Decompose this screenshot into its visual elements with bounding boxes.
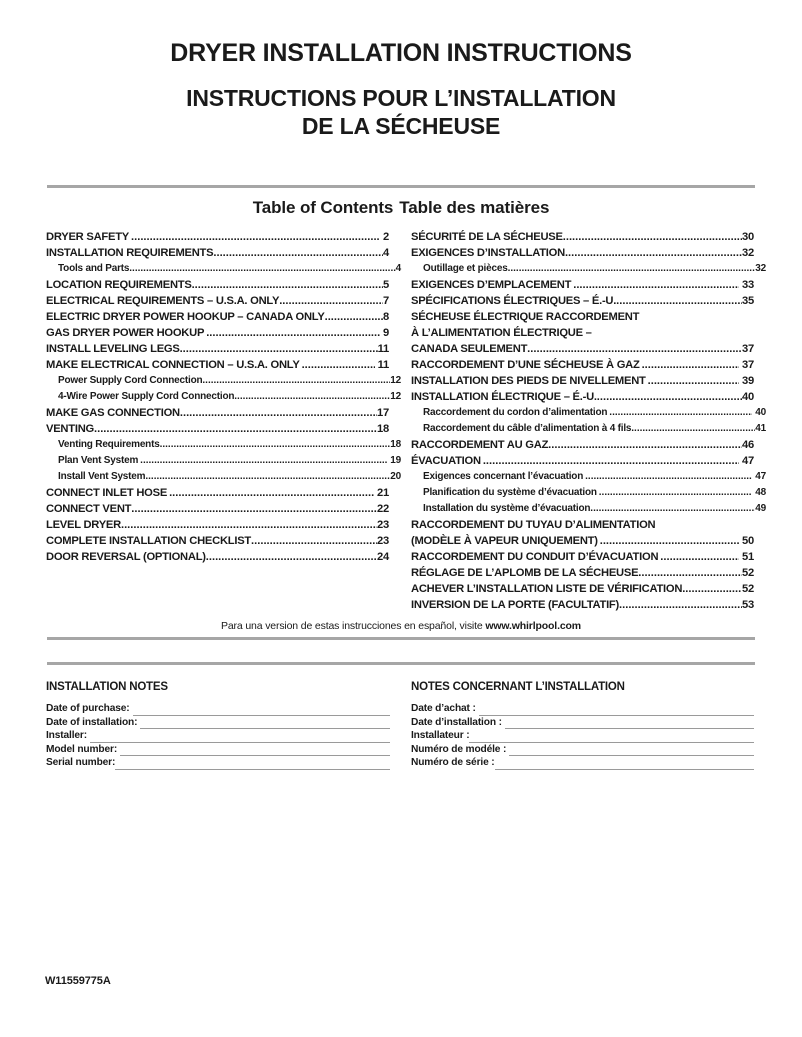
installation-note-label: Numéro de série : xyxy=(411,757,495,768)
installation-note-row xyxy=(411,729,754,743)
divider-below-spanish-note xyxy=(47,662,755,665)
toc-entry-page: 19 xyxy=(390,455,401,466)
toc-entry-label: EXIGENCES D’INSTALLATION xyxy=(411,247,565,259)
toc-entry-page: 9 xyxy=(383,327,389,339)
toc-entry-label: RACCORDEMENT DU TUYAU D’ALIMENTATION xyxy=(411,519,656,531)
toc-dot-leader xyxy=(597,392,742,404)
toc-entry-label: LOCATION REQUIREMENTS xyxy=(46,279,192,291)
toc-entry-label: ELECTRICAL REQUIREMENTS – U.S.A. ONLY xyxy=(46,295,280,307)
toc-entry-page: 52 xyxy=(742,583,754,595)
toc-entry[interactable] xyxy=(46,245,389,261)
toc-entry[interactable] xyxy=(411,357,754,373)
toc-entry[interactable] xyxy=(46,437,401,453)
divider-top xyxy=(47,185,755,188)
toc-entry[interactable] xyxy=(411,373,754,389)
toc-entry[interactable] xyxy=(46,309,389,325)
toc-entry[interactable] xyxy=(411,325,754,341)
toc-entry-label: DOOR REVERSAL (OPTIONAL) xyxy=(46,551,206,563)
toc-dot-leader xyxy=(192,280,383,292)
toc-entry-page: 48 xyxy=(755,487,766,498)
toc-entry[interactable] xyxy=(46,341,389,357)
toc-dot-leader xyxy=(169,488,374,500)
toc-entry-page: 24 xyxy=(377,551,389,563)
toc-entry-page: 52 xyxy=(742,567,754,579)
toc-dot-leader xyxy=(599,488,753,500)
installation-notes-title-english: INSTALLATION NOTES xyxy=(46,681,168,693)
toc-entry-label: CONNECT VENT xyxy=(46,503,132,515)
toc-dot-leader xyxy=(527,344,742,356)
installation-note-row xyxy=(411,743,754,757)
toc-entry[interactable] xyxy=(411,309,754,325)
toc-dot-leader xyxy=(140,456,387,468)
installation-note-row xyxy=(411,702,754,716)
part-number: W11559775A xyxy=(45,975,111,987)
installation-note-label: Date d’achat : xyxy=(411,703,476,714)
installation-notes-fields-french xyxy=(411,702,754,770)
toc-entry-page: 40 xyxy=(742,391,754,403)
installation-note-write-in-field[interactable] xyxy=(495,758,754,770)
toc-entry-label: INVERSION DE LA PORTE (FACULTATIF) xyxy=(411,599,619,611)
toc-dot-leader xyxy=(279,296,383,308)
toc-dot-leader xyxy=(160,440,391,452)
toc-entry-page: 32 xyxy=(742,247,754,259)
toc-entry-label: 4-Wire Power Supply Cord Connection xyxy=(58,391,235,402)
toc-dot-leader xyxy=(600,536,739,548)
installation-note-row xyxy=(411,756,754,770)
toc-entry-page: 11 xyxy=(377,343,389,355)
installation-note-row xyxy=(46,702,390,716)
toc-entry-page: 4 xyxy=(383,247,389,259)
toc-dot-leader xyxy=(609,408,752,420)
toc-entry-page: 49 xyxy=(755,503,766,514)
toc-entry[interactable] xyxy=(46,533,389,549)
toc-dot-leader xyxy=(302,360,375,372)
title-french xyxy=(47,84,755,140)
toc-entry-page: 20 xyxy=(390,471,401,482)
toc-entry[interactable] xyxy=(46,373,401,389)
toc-entry-label: Tools and Parts xyxy=(58,263,130,274)
toc-entry-label: Exigences concernant l’évacuation xyxy=(423,471,584,482)
toc-entry-label: Plan Vent System xyxy=(58,455,139,466)
toc-entry[interactable] xyxy=(411,485,766,501)
toc-entry-page: 7 xyxy=(383,295,389,307)
installation-note-row xyxy=(46,716,390,730)
installation-note-label: Numéro de modéle : xyxy=(411,743,507,755)
toc-entry-page: 11 xyxy=(377,359,389,371)
toc-entry[interactable] xyxy=(411,261,766,277)
toc-entry-label: CONNECT INLET HOSE xyxy=(46,487,168,499)
installation-note-row xyxy=(46,756,390,770)
toc-entry-page: 22 xyxy=(377,503,389,515)
toc-entry-label: MAKE ELECTRICAL CONNECTION – U.S.A. ONLY xyxy=(46,359,300,371)
toc-entry-label: À L’ALIMENTATION ÉLECTRIQUE – xyxy=(411,327,592,339)
toc-entry[interactable] xyxy=(411,405,766,421)
toc-dot-leader xyxy=(682,584,742,596)
toc-entry[interactable] xyxy=(411,565,754,581)
toc-entry-page: 21 xyxy=(377,487,389,499)
installation-note-write-in-field[interactable] xyxy=(120,744,390,756)
installation-note-label: Date d’installation : xyxy=(411,716,502,728)
toc-entry[interactable] xyxy=(411,469,766,485)
toc-dot-leader xyxy=(638,568,742,580)
toc-entry[interactable] xyxy=(46,453,401,469)
toc-entry-page: 18 xyxy=(377,423,389,435)
toc-dot-leader xyxy=(619,600,742,612)
toc-entry-page: 37 xyxy=(742,359,754,371)
toc-entry-page: 53 xyxy=(742,599,754,611)
toc-dot-leader xyxy=(206,552,377,564)
toc-dot-leader xyxy=(548,440,742,452)
installation-note-label: Installer: xyxy=(46,730,87,741)
toc-entry-page: 50 xyxy=(742,535,754,547)
toc-entry-label: Raccordement du cordon d’alimentation xyxy=(423,407,608,418)
installation-note-label: Model number: xyxy=(46,743,118,755)
toc-column-english xyxy=(46,229,401,565)
toc-dot-leader xyxy=(145,472,390,484)
toc-dot-leader xyxy=(94,424,377,436)
toc-dot-leader xyxy=(585,472,752,484)
table-of-contents-heading xyxy=(47,198,755,218)
toc-entry-label: Power Supply Cord Connection xyxy=(58,375,203,386)
installation-note-write-in-field[interactable] xyxy=(90,731,390,743)
toc-entry[interactable] xyxy=(411,597,754,613)
toc-entry-page: 47 xyxy=(755,471,766,482)
toc-entry[interactable] xyxy=(46,277,389,293)
title-english: DRYER INSTALLATION INSTRUCTIONS xyxy=(170,39,632,67)
toc-dot-leader xyxy=(631,424,755,436)
toc-entry-label: ELECTRIC DRYER POWER HOOKUP – CANADA ONLY xyxy=(46,311,325,323)
toc-entry[interactable] xyxy=(411,277,754,293)
toc-dot-leader xyxy=(573,280,739,292)
toc-entry-label: SÉCHEUSE ÉLECTRIQUE RACCORDEMENT xyxy=(411,311,640,323)
toc-entry-label: GAS DRYER POWER HOOKUP xyxy=(46,327,205,339)
installation-note-write-in-field[interactable] xyxy=(469,731,754,743)
toc-dot-leader xyxy=(483,456,739,468)
toc-entry[interactable] xyxy=(411,453,754,469)
toc-entry-page: 5 xyxy=(383,279,389,291)
toc-dot-leader xyxy=(251,536,377,548)
toc-entry-page: 41 xyxy=(755,423,766,434)
toc-entry-page: 39 xyxy=(742,375,754,387)
toc-entry-page: 37 xyxy=(742,343,754,355)
toc-entry[interactable] xyxy=(411,341,754,357)
toc-dot-leader xyxy=(180,408,377,420)
toc-dot-leader xyxy=(642,360,739,372)
toc-dot-leader xyxy=(616,296,742,308)
toc-entry[interactable] xyxy=(411,421,766,437)
toc-entry-label: Install Vent System xyxy=(58,471,146,482)
installation-notes-fields-english xyxy=(46,702,390,770)
toc-entry-label: Installation du système d’évacuation xyxy=(423,503,591,514)
toc-entry-page: 12 xyxy=(390,391,401,402)
toc-dot-leader xyxy=(563,232,742,244)
installation-notes-french xyxy=(411,681,754,770)
toc-entry[interactable] xyxy=(411,245,754,261)
toc-entry-page: 12 xyxy=(390,375,401,386)
toc-dot-leader xyxy=(508,264,756,276)
toc-entry[interactable] xyxy=(411,581,754,597)
toc-entry-label: SÉCURITÉ DE LA SÉCHEUSE xyxy=(411,231,563,243)
toc-entry-label: Planification du système d’évacuation xyxy=(423,487,597,498)
toc-entry[interactable] xyxy=(46,485,389,501)
toc-entry-label: VENTING xyxy=(46,423,94,435)
toc-entry-label: SPÉCIFICATIONS ÉLECTRIQUES – É.-U. xyxy=(411,295,617,307)
toc-entry-page: 18 xyxy=(390,439,401,450)
toc-entry[interactable] xyxy=(411,293,754,309)
toc-dot-leader xyxy=(648,376,739,388)
toc-dot-leader xyxy=(180,344,378,356)
toc-entry-page: 17 xyxy=(377,407,389,419)
toc-dot-leader xyxy=(129,264,395,276)
title-french-line2: DE LA SÉCHEUSE xyxy=(301,113,501,139)
toc-entry[interactable] xyxy=(46,325,389,341)
installation-note-write-in-field[interactable] xyxy=(505,717,754,729)
toc-entry-label: (MODÈLE À VAPEUR UNIQUEMENT) xyxy=(411,535,598,547)
installation-note-write-in-field[interactable] xyxy=(479,704,754,716)
toc-entry-label: ÉVACUATION xyxy=(411,455,481,467)
toc-entry-label: INSTALLATION ÉLECTRIQUE – É.-U. xyxy=(411,391,597,403)
toc-entry-label: Venting Requirements xyxy=(58,439,160,450)
toc-column-french xyxy=(411,229,766,613)
toc-entry-label: INSTALL LEVELING LEGS xyxy=(46,343,180,355)
toc-entry-label: EXIGENCES D’EMPLACEMENT xyxy=(411,279,572,291)
toc-entry-label: INSTALLATION REQUIREMENTS xyxy=(46,247,214,259)
installation-notes-title-french: NOTES CONCERNANT L’INSTALLATION xyxy=(411,681,625,693)
toc-dot-leader xyxy=(121,520,377,532)
toc-dot-leader xyxy=(234,392,390,404)
toc-entry-page: 47 xyxy=(742,455,754,467)
toc-entry[interactable] xyxy=(46,293,389,309)
divider-above-spanish-note xyxy=(47,637,755,640)
toc-entry-page: 35 xyxy=(742,295,754,307)
toc-entry-page: 51 xyxy=(742,551,754,563)
toc-entry[interactable] xyxy=(46,517,389,533)
toc-entry-page: 46 xyxy=(742,439,754,451)
toc-entry[interactable] xyxy=(411,389,754,405)
toc-entry-page: 30 xyxy=(742,231,754,243)
toc-entry-page: 4 xyxy=(395,263,401,274)
installation-note-write-in-field[interactable] xyxy=(115,758,390,770)
toc-dot-leader xyxy=(131,232,380,244)
toc-entry-label: DRYER SAFETY xyxy=(46,231,129,243)
toc-entry[interactable] xyxy=(46,549,389,565)
installation-notes-english xyxy=(46,681,390,770)
toc-dot-leader xyxy=(131,504,377,516)
toc-entry[interactable] xyxy=(411,229,754,245)
toc-entry-label: CANADA SEULEMENT xyxy=(411,343,528,355)
installation-note-write-in-field[interactable] xyxy=(140,717,390,729)
toc-entry-label: RACCORDEMENT AU GAZ xyxy=(411,439,549,451)
toc-entry[interactable] xyxy=(411,437,754,453)
toc-entry[interactable] xyxy=(411,533,754,549)
toc-entry-label: Raccordement du câble d’alimentation à 4 fils xyxy=(423,423,632,434)
toc-entry-page: 23 xyxy=(377,519,389,531)
toc-dot-leader xyxy=(213,248,383,260)
toc-entry-label: RACCORDEMENT DU CONDUIT D’ÉVACUATION xyxy=(411,551,659,563)
toc-entry-page: 8 xyxy=(383,311,389,323)
toc-entry-label: COMPLETE INSTALLATION CHECKLIST xyxy=(46,535,252,547)
installation-note-write-in-field[interactable] xyxy=(509,744,754,756)
toc-entry-page: 23 xyxy=(377,535,389,547)
installation-note-label: Date of installation: xyxy=(46,716,138,728)
toc-entry-page: 33 xyxy=(742,279,754,291)
spanish-version-note xyxy=(47,620,755,632)
toc-entry[interactable] xyxy=(46,421,389,437)
title-french-line1: INSTRUCTIONS POUR L’INSTALLATION xyxy=(186,85,616,111)
spanish-note-text: Para una version de estas instrucciones en español, visite xyxy=(221,620,486,632)
toc-dot-leader xyxy=(565,248,742,260)
toc-dot-leader xyxy=(206,328,380,340)
toc-entry[interactable] xyxy=(46,389,401,405)
toc-heading-english: Table of Contents xyxy=(252,198,394,217)
toc-dot-leader xyxy=(660,552,739,564)
toc-entry-page: 32 xyxy=(755,263,766,274)
installation-note-label: Installateur : xyxy=(411,730,470,741)
toc-entry-page: 2 xyxy=(383,231,389,243)
installation-note-row xyxy=(411,716,754,730)
toc-entry[interactable] xyxy=(411,549,754,565)
toc-heading-french: Table des matières xyxy=(399,198,550,217)
toc-entry-label: Outillage et pièces xyxy=(423,263,508,274)
toc-entry[interactable] xyxy=(46,469,401,485)
installation-note-label: Serial number: xyxy=(46,757,116,768)
document-title-block xyxy=(47,38,755,140)
toc-entry[interactable] xyxy=(46,229,389,245)
toc-entry-label: RACCORDEMENT D’UNE SÉCHEUSE À GAZ xyxy=(411,359,640,371)
toc-entry-label: MAKE GAS CONNECTION xyxy=(46,407,180,419)
toc-entry-label: LEVEL DRYER xyxy=(46,519,121,531)
installation-note-row xyxy=(46,743,390,757)
toc-entry[interactable] xyxy=(46,405,389,421)
whirlpool-url[interactable]: www.whirlpool.com xyxy=(485,620,581,632)
toc-entry[interactable] xyxy=(411,501,766,517)
toc-entry[interactable] xyxy=(411,517,754,533)
toc-dot-leader xyxy=(202,376,390,388)
toc-dot-leader xyxy=(590,504,755,516)
toc-dot-leader xyxy=(325,312,383,324)
toc-entry-label: RÉGLAGE DE L’APLOMB DE LA SÉCHEUSE xyxy=(411,567,639,579)
toc-entry-label: ACHEVER L’INSTALLATION LISTE DE VÉRIFICATION xyxy=(411,583,683,595)
installation-note-write-in-field[interactable] xyxy=(133,704,391,716)
installation-note-label: Date of purchase: xyxy=(46,703,130,714)
installation-note-row xyxy=(46,729,390,743)
toc-entry[interactable] xyxy=(46,261,401,277)
toc-entry-page: 40 xyxy=(755,407,766,418)
toc-entry[interactable] xyxy=(46,501,389,517)
toc-entry-label: INSTALLATION DES PIEDS DE NIVELLEMENT xyxy=(411,375,646,387)
toc-entry[interactable] xyxy=(46,357,389,373)
